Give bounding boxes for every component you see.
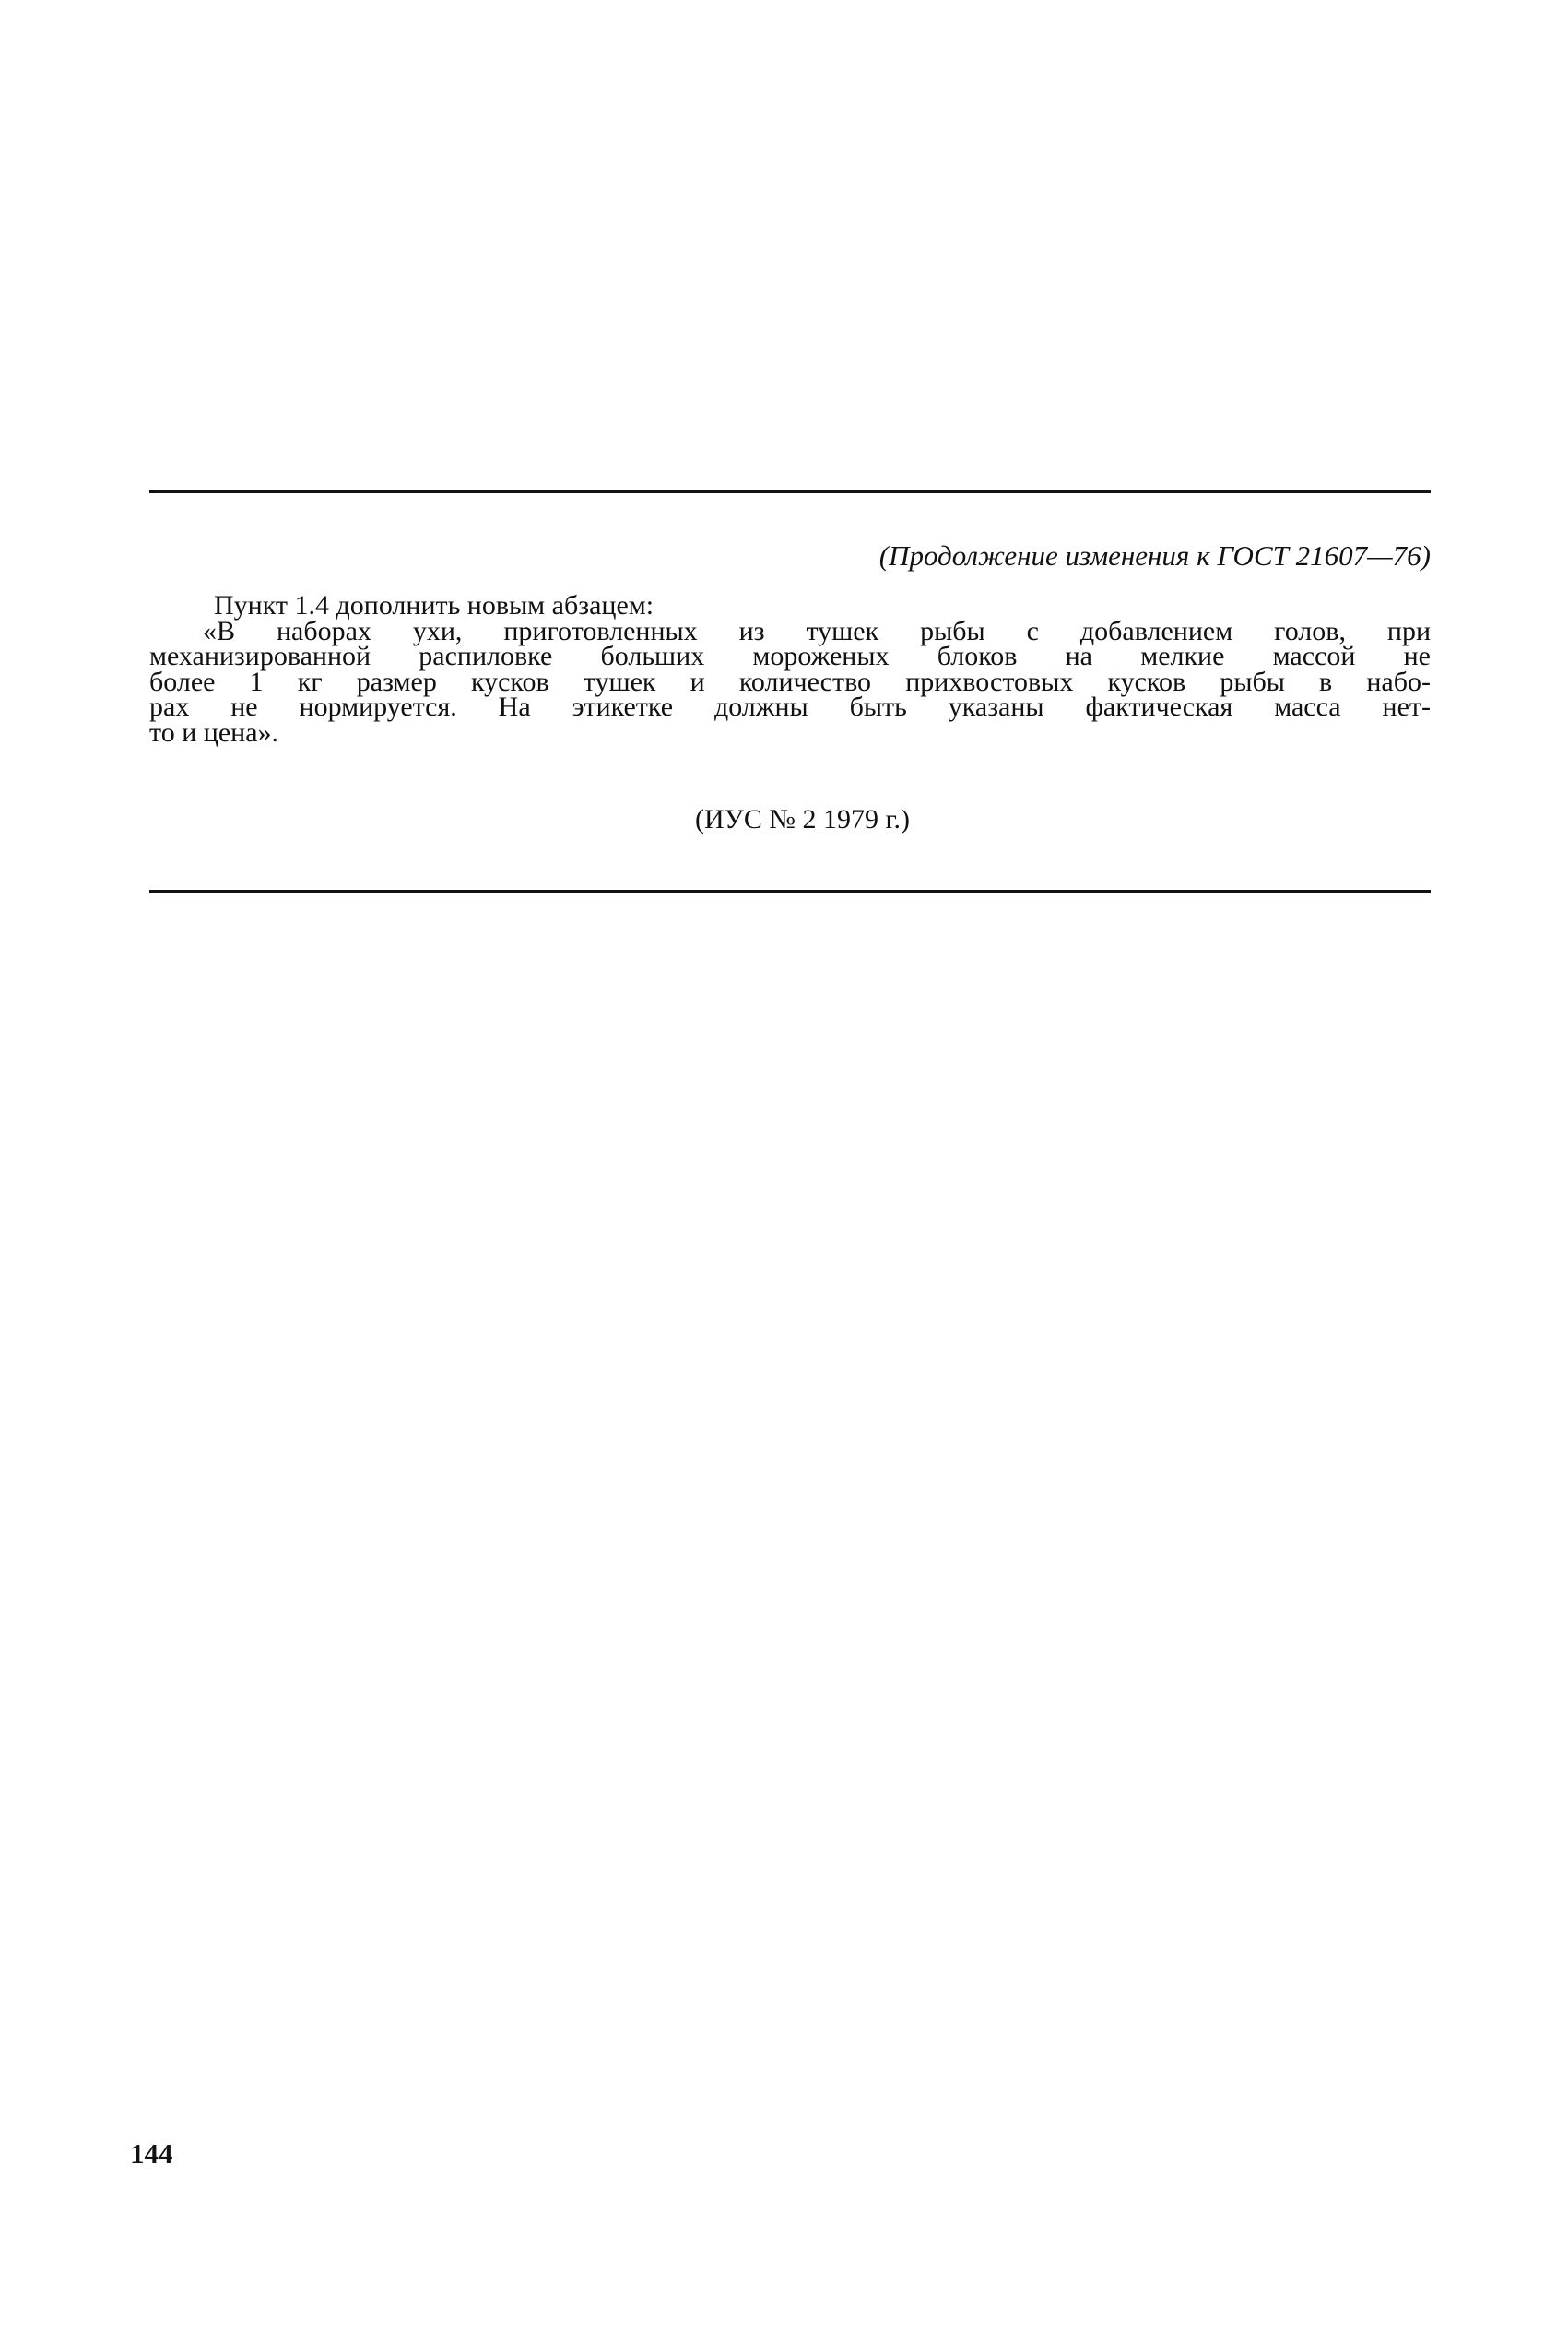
intro-line: Пункт 1.4 дополнить новым абзацем: — [214, 590, 654, 621]
text-line: рах не нормируется. На этикетке должны быть указаны фактическая масса нет- — [149, 692, 1431, 722]
source-reference: (ИУС № 2 1979 г.) — [695, 804, 910, 834]
top-divider — [149, 490, 1431, 493]
text-line: то и цена». — [149, 716, 279, 748]
bottom-divider — [149, 890, 1431, 893]
text-line: более 1 кг размер кусков тушек и количество прихвостовых кусков рыбы в набо- — [149, 666, 1431, 697]
text-line: «В наборах ухи, приготовленных из тушек рыбы с добавлением голов, при — [203, 615, 1431, 646]
page-number: 144 — [130, 2137, 173, 2170]
text-line: механизированной распиловке больших мороженых блоков на мелкие массой не — [149, 641, 1431, 671]
continuation-heading: (Продолжение изменения к ГОСТ 21607—76) — [878, 539, 1431, 572]
amendment-text — [149, 590, 1431, 748]
